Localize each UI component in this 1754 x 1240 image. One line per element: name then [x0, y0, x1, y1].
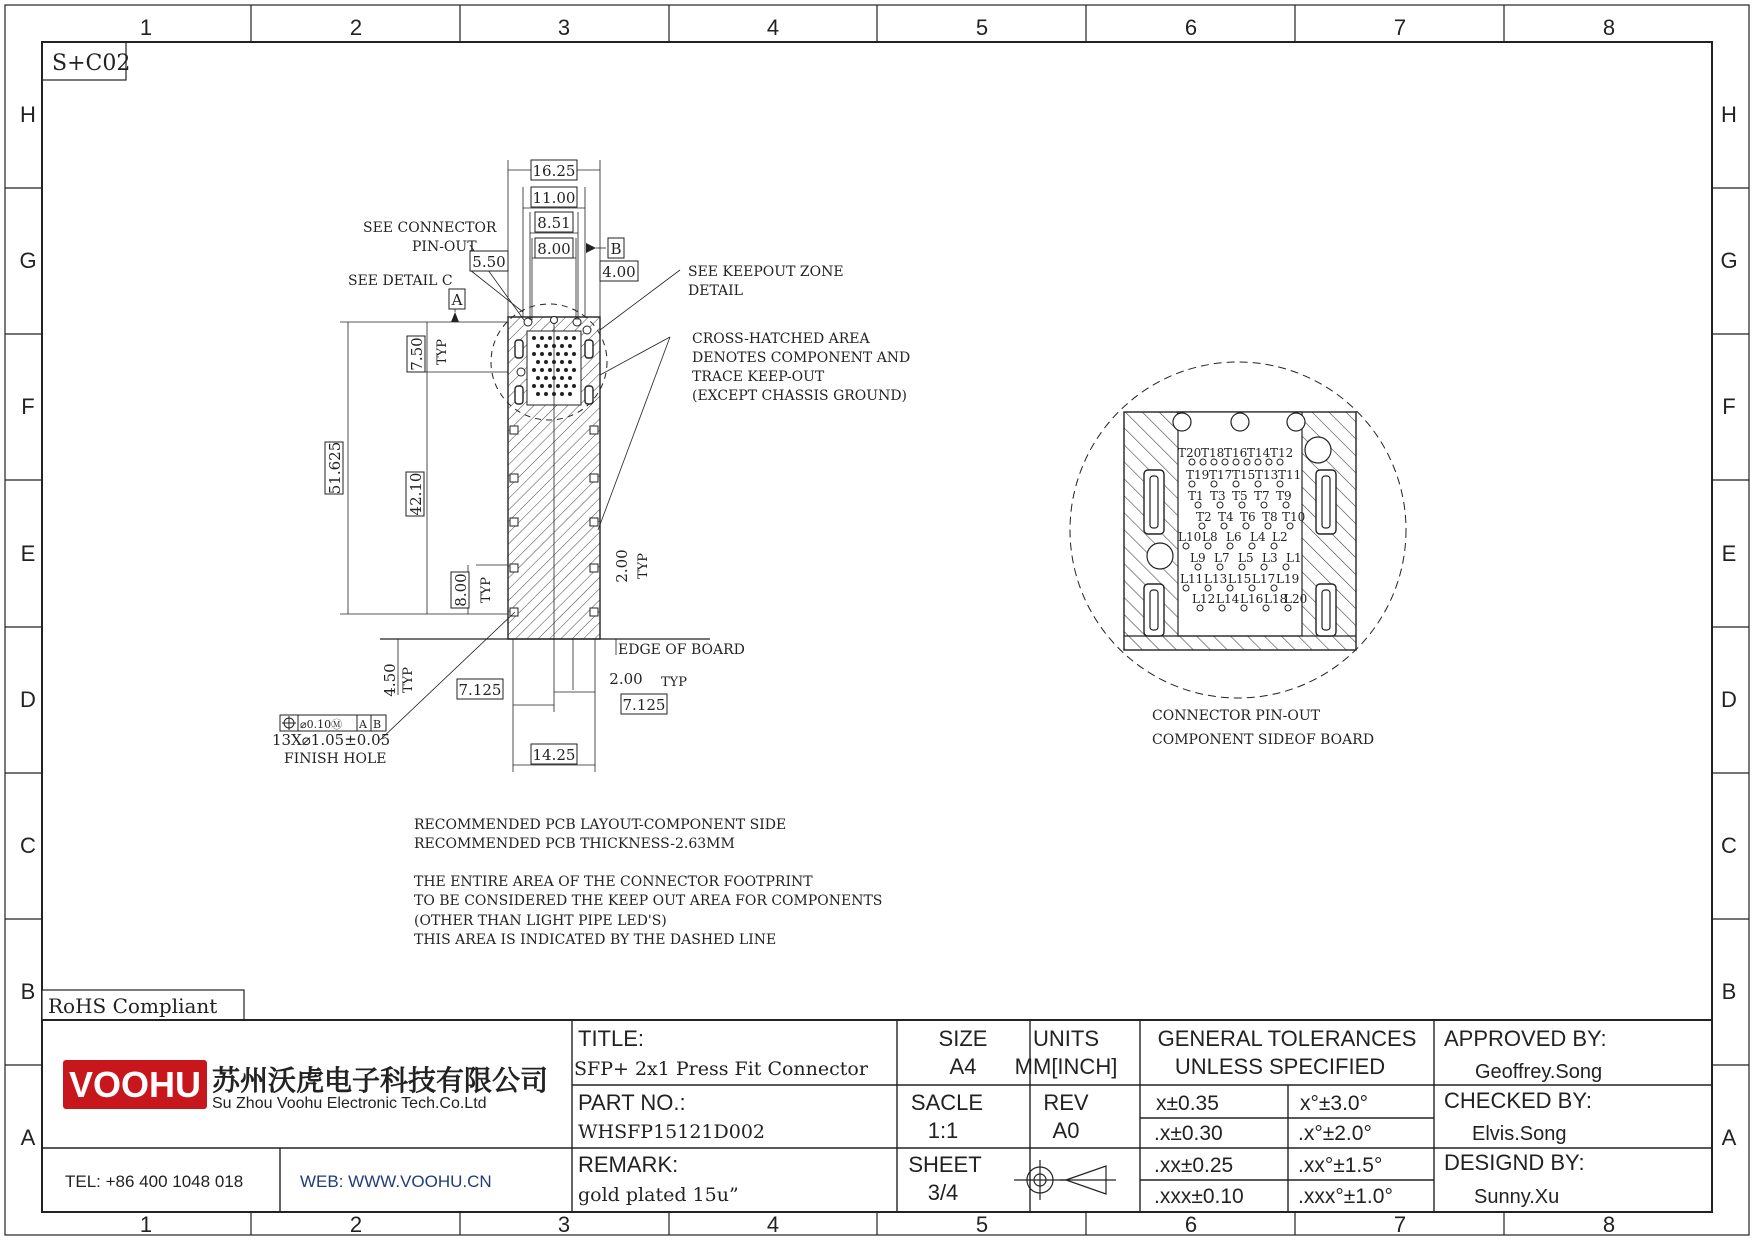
title-label: TITLE: [578, 1026, 645, 1051]
dim-7-125-right: 7.125 [622, 696, 666, 714]
pin-label: T20 [1178, 446, 1202, 460]
tol-linear: .xx±0.25 [1154, 1154, 1234, 1177]
pinout-caption-line: COMPONENT SIDEOF BOARD [1152, 732, 1375, 748]
row-label-right: E [1721, 541, 1737, 566]
fcf-tolerance: ⌀0.10Ⓜ [300, 718, 343, 731]
pin-label: T17 [1209, 468, 1233, 482]
dim-42-10: 42.10 [407, 472, 425, 516]
dim-8-51: 8.51 [537, 214, 571, 232]
col-label-bottom: 6 [1184, 1212, 1198, 1237]
datum-b-label: B [610, 240, 622, 258]
col-label-bottom: 1 [139, 1212, 153, 1237]
drawing-notes [414, 817, 882, 948]
callout-hatched: DENOTES COMPONENT AND [692, 350, 911, 366]
part-value: WHSFP15121D002 [578, 1121, 766, 1143]
col-label-top: 1 [139, 15, 153, 40]
pin-label: T18 [1201, 446, 1225, 460]
dim-51-625: 51.625 [326, 441, 344, 495]
pin-label: T15 [1232, 468, 1256, 482]
fcf-datum-a: A [359, 718, 367, 731]
col-label-top: 4 [766, 15, 780, 40]
tol-linear: x±0.35 [1156, 1092, 1219, 1115]
row-label-right: G [1720, 248, 1738, 273]
row-label-left: F [21, 394, 35, 419]
callout-see-detail: SEE DETAIL C [348, 273, 453, 289]
row-label-left: A [20, 1125, 36, 1150]
pin-label: L8 [1202, 530, 1218, 544]
dim-typ: TYP [401, 667, 416, 693]
company-name-cn: 苏州沃虎电子科技有限公司 [212, 1065, 549, 1096]
designed-value: Sunny.Xu [1474, 1186, 1560, 1208]
pcb-dimensions [325, 160, 687, 764]
dim-7-50: 7.50 [408, 337, 426, 371]
fcf-datum-b: B [373, 718, 382, 731]
approval-fields [1444, 1026, 1607, 1208]
dim-8-00-bottom: 8.00 [452, 573, 470, 607]
pin-label: T12 [1270, 446, 1294, 460]
pin-label: T5 [1232, 489, 1248, 503]
revision-tag [42, 42, 130, 80]
row-label-left: B [20, 979, 36, 1004]
row-label-left: D [20, 687, 36, 712]
pin-label: T7 [1254, 489, 1270, 503]
pin-label: L17 [1252, 572, 1276, 586]
note-line: RECOMMENDED PCB LAYOUT-COMPONENT SIDE [414, 817, 787, 833]
dim-typ: TYP [479, 577, 494, 603]
row-label-right: B [1721, 979, 1737, 1004]
col-label-bottom: 7 [1393, 1212, 1407, 1237]
callout-see-connector: SEE CONNECTOR [363, 220, 497, 236]
scale-label: SACLE [910, 1090, 984, 1115]
note-line: THIS AREA IS INDICATED BY THE DASHED LINE [414, 932, 777, 948]
tol-title: UNLESS SPECIFIED [1174, 1054, 1386, 1079]
approved-value: Geoffrey.Song [1475, 1061, 1603, 1083]
col-label-bottom: 5 [975, 1212, 989, 1237]
remark-label: REMARK: [578, 1152, 679, 1177]
pin-label: T2 [1196, 510, 1212, 524]
web-link[interactable]: WEB: WWW.VOOHU.CN [300, 1172, 492, 1191]
designed-label: DESIGND BY: [1444, 1150, 1585, 1175]
col-label-top: 8 [1602, 15, 1616, 40]
row-label-left: E [20, 541, 36, 566]
pin-label: T1 [1188, 489, 1204, 503]
tol-linear: .xxx±0.10 [1154, 1185, 1244, 1208]
col-label-top: 6 [1184, 15, 1198, 40]
row-label-right: D [1721, 687, 1737, 712]
finish-hole-label: FINISH HOLE [284, 751, 387, 767]
pin-label: L15 [1228, 572, 1252, 586]
pin-label: L12 [1192, 592, 1216, 606]
row-label-left: H [20, 102, 36, 127]
tol-linear: .x±0.30 [1154, 1122, 1223, 1145]
checked-label: CHECKED BY: [1444, 1088, 1592, 1113]
callout-see-connector: PIN-OUT [412, 239, 477, 255]
pin-label: L2 [1272, 530, 1288, 544]
title-fields [574, 1026, 1117, 1206]
pin-label: T11 [1278, 468, 1302, 482]
dim-typ: TYP [636, 553, 651, 579]
sheet-label: SHEET [908, 1152, 982, 1177]
col-label-top: 3 [557, 15, 571, 40]
pin-label: T13 [1255, 468, 1279, 482]
note-line: (OTHER THAN LIGHT PIPE LED'S) [414, 913, 667, 929]
contact-info [65, 1172, 492, 1191]
row-label-right: C [1721, 833, 1737, 858]
dim-2-00-right: 2.00 [613, 549, 631, 583]
tol-angular: .xxx°±1.0° [1298, 1185, 1393, 1208]
approved-label: APPROVED BY: [1444, 1026, 1607, 1051]
pin-label: L1 [1286, 551, 1302, 565]
row-label-left: C [20, 833, 36, 858]
row-label-right: F [1722, 394, 1736, 419]
size-label: SIZE [938, 1026, 988, 1051]
dim-typ: TYP [435, 339, 450, 365]
col-label-top: 2 [349, 15, 363, 40]
note-line: TO BE CONSIDERED THE KEEP OUT AREA FOR COMPONENTS [414, 893, 883, 909]
col-label-top: 7 [1393, 15, 1407, 40]
pin-label: L4 [1250, 530, 1266, 544]
revision-tag-text: S+C02 [52, 51, 131, 76]
pin-label: T6 [1240, 510, 1256, 524]
pin-label: T19 [1186, 468, 1210, 482]
row-label-left: G [19, 248, 37, 273]
pin-label: T3 [1210, 489, 1226, 503]
callout-hatched: CROSS-HATCHED AREA [692, 331, 870, 347]
rev-label: REV [1043, 1090, 1089, 1115]
datum-a-label: A [451, 291, 463, 309]
pin-label: L13 [1204, 572, 1228, 586]
rev-value: A0 [1052, 1118, 1080, 1143]
pin-label: L6 [1226, 530, 1242, 544]
units-value: MM[INCH] [1014, 1054, 1118, 1079]
title-value: SFP+ 2x1 Press Fit Connector [574, 1058, 868, 1080]
rohs-text: RoHS Compliant [48, 994, 218, 1018]
units-label: UNITS [1033, 1026, 1099, 1051]
pin-label: T9 [1276, 489, 1292, 503]
column-labels [140, 15, 1615, 1237]
company-logo [63, 1060, 548, 1112]
dim-16-25: 16.25 [532, 162, 576, 180]
pin-label: T16 [1224, 446, 1248, 460]
pinout-caption-line: CONNECTOR PIN-OUT [1152, 708, 1320, 724]
row-label-right: H [1721, 102, 1737, 127]
pinout-caption [1152, 708, 1374, 748]
hole-spec: 13X⌀1.05±0.05 [272, 731, 391, 749]
note-line: THE ENTIRE AREA OF THE CONNECTOR FOOTPRINT [414, 874, 813, 890]
pin-label: L5 [1238, 551, 1254, 565]
col-label-top: 5 [975, 15, 989, 40]
pin-label: T14 [1247, 446, 1271, 460]
company-name-en: Su Zhou Voohu Electronic Tech.Co.Ltd [212, 1095, 487, 1112]
pin-label: L3 [1262, 551, 1278, 565]
col-label-bottom: 2 [349, 1212, 363, 1237]
callout-hatched: (EXCEPT CHASSIS GROUND) [692, 388, 908, 404]
tol-title: GENERAL TOLERANCES [1157, 1026, 1417, 1051]
pin-label: L14 [1216, 592, 1240, 606]
tol-angular: .xx°±1.5° [1298, 1154, 1383, 1177]
checked-value: Elvis.Song [1472, 1123, 1567, 1145]
row-label-right: A [1721, 1125, 1737, 1150]
tol-angular: .x°±2.0° [1298, 1122, 1372, 1145]
note-line: RECOMMENDED PCB THICKNESS-2.63MM [414, 836, 735, 852]
scale-value: 1:1 [927, 1118, 959, 1143]
dim-11-00: 11.00 [532, 189, 576, 207]
remark-value: gold plated 15u” [578, 1184, 739, 1206]
callout-keepout: SEE KEEPOUT ZONE [688, 264, 844, 280]
rohs-tag [42, 990, 244, 1020]
pin-label: L19 [1276, 572, 1300, 586]
pin-label: L18 [1264, 592, 1288, 606]
callout-edge-of-board: EDGE OF BOARD [618, 642, 745, 658]
pin-label: T10 [1282, 510, 1306, 524]
row-labels [19, 102, 1737, 1150]
pin-label: L20 [1284, 592, 1308, 606]
part-label: PART NO.: [578, 1090, 686, 1115]
pin-label: L9 [1190, 551, 1206, 565]
dim-5-50: 5.50 [472, 253, 506, 271]
dim-typ: TYP [661, 675, 687, 690]
dim-2-00-bottom: 2.00 [609, 670, 643, 688]
dim-14-25: 14.25 [532, 746, 576, 764]
pin-label: L11 [1180, 572, 1204, 586]
size-value: A4 [949, 1054, 977, 1079]
callout-hatched: TRACE KEEP-OUT [692, 369, 825, 385]
sheet-value: 3/4 [927, 1180, 959, 1205]
dim-4-00: 4.00 [602, 263, 636, 281]
col-label-bottom: 4 [766, 1212, 780, 1237]
pin-label: T4 [1218, 510, 1234, 524]
pin-label: L10 [1178, 530, 1202, 544]
callout-keepout: DETAIL [688, 283, 743, 299]
col-label-bottom: 3 [557, 1212, 571, 1237]
dim-8-00-top: 8.00 [537, 240, 571, 258]
tol-angular: x°±3.0° [1300, 1092, 1369, 1115]
tel-text: TEL: +86 400 1048 018 [65, 1172, 244, 1191]
dim-4-50: 4.50 [381, 663, 399, 697]
pin-label: L16 [1240, 592, 1264, 606]
dim-7-125-left: 7.125 [458, 681, 502, 699]
logo-text: VOOHU [68, 1064, 202, 1105]
pin-label: L7 [1214, 551, 1230, 565]
col-label-bottom: 8 [1602, 1212, 1616, 1237]
pin-label: T8 [1262, 510, 1278, 524]
